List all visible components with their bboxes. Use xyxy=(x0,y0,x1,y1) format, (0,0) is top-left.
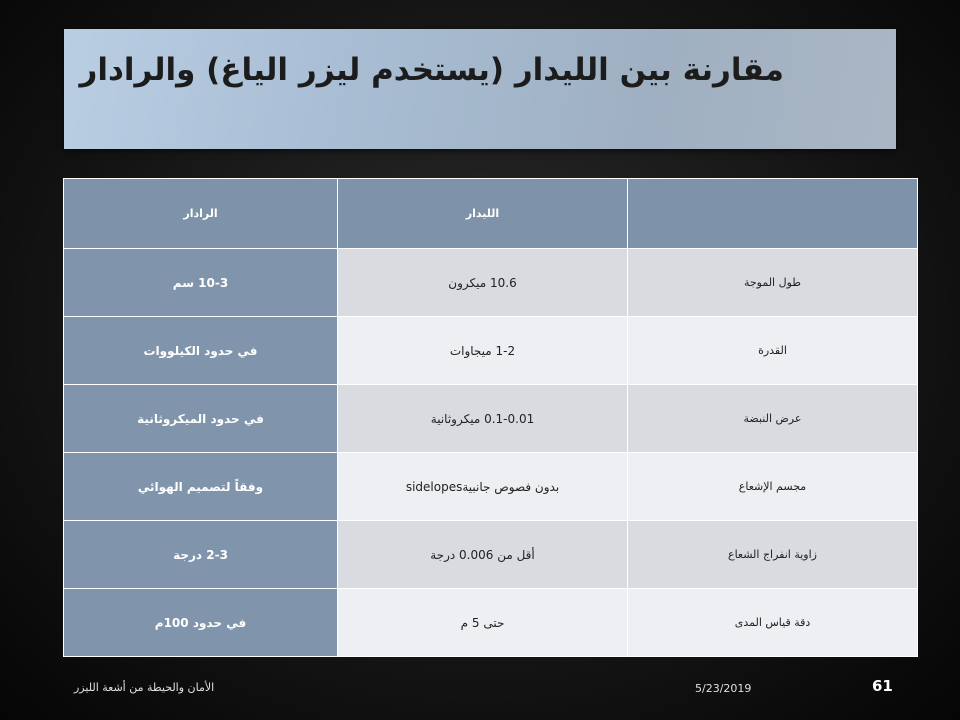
table-row xyxy=(64,317,918,385)
table-row xyxy=(64,521,918,589)
radar-cell: في حدود الكيلووات xyxy=(64,317,338,385)
lidar-cell: أقل من 0.006 درجة xyxy=(338,521,628,589)
radar-cell: في حدود الميكروثانية xyxy=(64,385,338,453)
title-banner xyxy=(64,29,896,149)
parameter-cell: زاوية انفراج الشعاع xyxy=(628,521,918,589)
radar-cell: وفقاً لتصميم الهوائي xyxy=(64,453,338,521)
lidar-cell: حتى 5 م xyxy=(338,589,628,657)
table-row xyxy=(64,589,918,657)
lidar-cell: 10.6 ميكرون xyxy=(338,249,628,317)
parameter-cell: طول الموجة xyxy=(628,249,918,317)
table-row xyxy=(64,385,918,453)
header-lidar: الليدار xyxy=(338,179,628,249)
parameter-cell: دقة قياس المدى xyxy=(628,589,918,657)
page-number: 61 xyxy=(872,677,893,695)
radar-cell: 2-3 درجة xyxy=(64,521,338,589)
lidar-cell: بدون فصوص جانبيةsidelopes xyxy=(338,453,628,521)
footer-date: 5/23/2019 xyxy=(695,682,752,695)
lidar-cell: 1-2 ميجاوات xyxy=(338,317,628,385)
header-parameter xyxy=(628,179,918,249)
header-radar: الرادار xyxy=(64,179,338,249)
table-header-row xyxy=(64,179,918,249)
lidar-cell: 0.1-0.01 ميكروثانية xyxy=(338,385,628,453)
radar-cell: في حدود 100م xyxy=(64,589,338,657)
parameter-cell: عرض النبضة xyxy=(628,385,918,453)
radar-cell: 10-3 سم xyxy=(64,249,338,317)
parameter-cell: مجسم الإشعاع xyxy=(628,453,918,521)
slide-title: مقارنة بين الليدار (يستخدم ليزر الياغ) والرادار xyxy=(79,52,784,88)
footer-title: الأمان والحيطة من أشعة الليزر xyxy=(74,681,215,694)
comparison-table xyxy=(63,178,918,657)
table-row xyxy=(64,249,918,317)
table-row xyxy=(64,453,918,521)
parameter-cell: القدرة xyxy=(628,317,918,385)
